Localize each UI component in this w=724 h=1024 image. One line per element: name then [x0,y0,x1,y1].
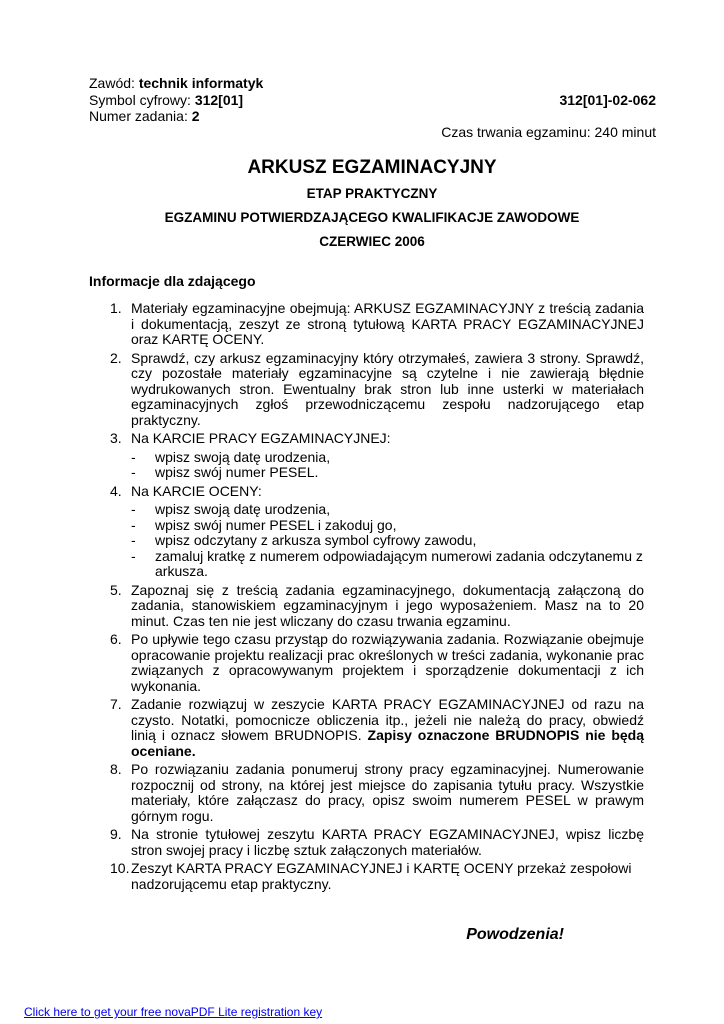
list-item [110,861,644,892]
sub-item: - wpisz swoją datę urodzenia, [131,501,331,517]
item-number: 8. [110,761,122,777]
item-number: 7. [110,696,122,712]
instructions-list [110,301,644,895]
item-number: 1. [110,300,122,316]
list-item [110,583,644,630]
item-text-regular: Zadanie rozwiązuj w zeszycie KARTA PRACY EGZAMINACYJNEJ od razu na czysto. Notatki, pomocnicze obliczenia itp., jeżeli nie należą do pracy, obwiedź linią i oznacz słowem BRUDNOPIS. [131,696,644,743]
symbol-value: 312[01] [194,92,244,108]
good-luck-text: Powodzenia! [466,926,564,943]
item-number: 6. [110,631,122,647]
exam-code: 312[01]-02-062 [559,92,656,108]
list-item [110,632,644,694]
sub-item-text: wpisz swój numer PESEL. [155,464,319,480]
item-number: 10. [110,860,130,876]
item-number: 4. [110,482,122,499]
item-number: 9. [110,826,122,842]
sub-item-text: wpisz swoją datę urodzenia, [155,501,331,517]
item-number: 5. [110,581,122,598]
item-text: Zapoznaj się z treścią zadania egzaminacyjnego, dokumentacją załączoną do zadania, stanowiskiem egzaminacyjnym i jego wyposażeniem. Masz na to 20 minut. Czas ten nie jest wliczany do czasu trwania egzaminu. [131,581,644,629]
exam-duration: Czas trwania egzaminu: 240 minut [441,124,656,140]
profession-line [89,75,263,92]
sub-item-text: wpisz odczytany z arkusza symbol cyfrowy zawodu, [155,532,477,548]
item-text-bold: Zapisy oznaczone BRUDNOPIS nie będą oceniane. [131,727,645,759]
symbol-label: Symbol cyfrowy: [89,92,191,108]
task-number-label: Numer zadania: [89,108,188,124]
item-text: Na stronie tytułowej zeszytu KARTA PRACY EGZAMINACYJNEJ, wpisz liczbę stron swojej pracy i liczbę sztuk załączonych materiałów. [131,826,644,858]
sub-item: - wpisz swoją datę urodzenia, [131,448,331,465]
info-heading: Informacje dla zdającego [89,273,256,289]
document-subtitle-exam: EGZAMINU POTWIERDZAJĄCEGO KWALIFIKACJE ZAWODOWE [164,210,580,225]
sub-item: - zamaluj kratkę z numerem odpowiadającym numerowi zadania odczytanemu z arkusza. [131,547,643,579]
document-title: ARKUSZ EGZAMINACYJNY [247,157,497,178]
item-text: Po rozwiązaniu zadania ponumeruj strony pracy egzaminacyjnej. Numerowanie rozpocznij od strony, na której jest miejsce do zapisania tytułu pracy. Wszystkie materiały, które załączasz do pracy, opisz swoim numerem PESEL w prawym górnym rogu. [131,761,644,824]
registration-key-link[interactable]: Click here to get your free novaPDF Lite registration key [24,1005,323,1019]
list-item [110,351,644,429]
item-text: Materiały egzaminacyjne obejmują: ARKUSZ EGZAMINACYJNY z treścią zadania i dokumentacją, zeszyt ze stroną tytułową KARTA PRACY EGZAMINACYJNEJ oraz KARTĘ OCENY. [131,300,644,347]
item-text: Na KARCIE OCENY: [131,482,262,499]
sub-item: - wpisz swój numer PESEL i zakoduj go, [131,516,397,533]
sub-item-text: wpisz swoją datę urodzenia, [155,448,331,465]
list-item [110,827,644,858]
sub-item-text: zamaluj kratkę z numerem odpowiadającym numerowi zadania odczytanemu z arkusza. [155,547,643,579]
profession-label: Zawód: [89,75,135,91]
document-subtitle-stage: ETAP PRAKTYCZNY [306,186,438,201]
task-number-value: 2 [191,108,200,124]
item-text: Zeszyt KARTA PRACY EGZAMINACYJNEJ i KARTĘ OCENY przekaż zespołowi nadzorującemu etap praktyczny. [131,860,632,892]
list-item [110,484,644,500]
task-number-line [89,108,200,125]
list-item [110,697,644,759]
list-item [110,301,644,348]
item-text: Po upływie tego czasu przystąp do rozwiązywania zadania. Rozwiązanie obejmuje opracowanie projektu realizacji prac określonych w treści zadania, wykonanie prac związanych z opracowywanym projektem i sporządzenie dokumentacji z ich wykonania. [131,631,644,694]
item-text: Na KARCIE PRACY EGZAMINACYJNEJ: [131,430,391,446]
list-item [110,762,644,824]
symbol-line [89,92,243,109]
item-number: 3. [110,430,122,446]
item-number: 2. [110,349,122,366]
item-text: Sprawdź, czy arkusz egzaminacyjny który otrzymałeś, zawiera 3 strony. Sprawdź, czy pozostałe materiały egzaminacyjne są czytelne i nie zawierają błędnie wydrukowanych stron. Ewentualny brak stron lub inne usterki w materiałach egzaminacyjnych zgłoś przewodniczącemu zespołu nadzorującego etap praktyczny. [131,349,644,428]
document-subtitle-date: CZERWIEC 2006 [319,234,425,249]
list-item [110,431,644,447]
profession-value: technik informatyk [138,75,264,91]
sub-item: - wpisz swój numer PESEL. [131,464,319,480]
sub-item-text: wpisz swój numer PESEL i zakoduj go, [155,516,397,533]
sub-item: - wpisz odczytany z arkusza symbol cyfrowy zawodu, [131,532,477,548]
item-text [131,697,644,759]
